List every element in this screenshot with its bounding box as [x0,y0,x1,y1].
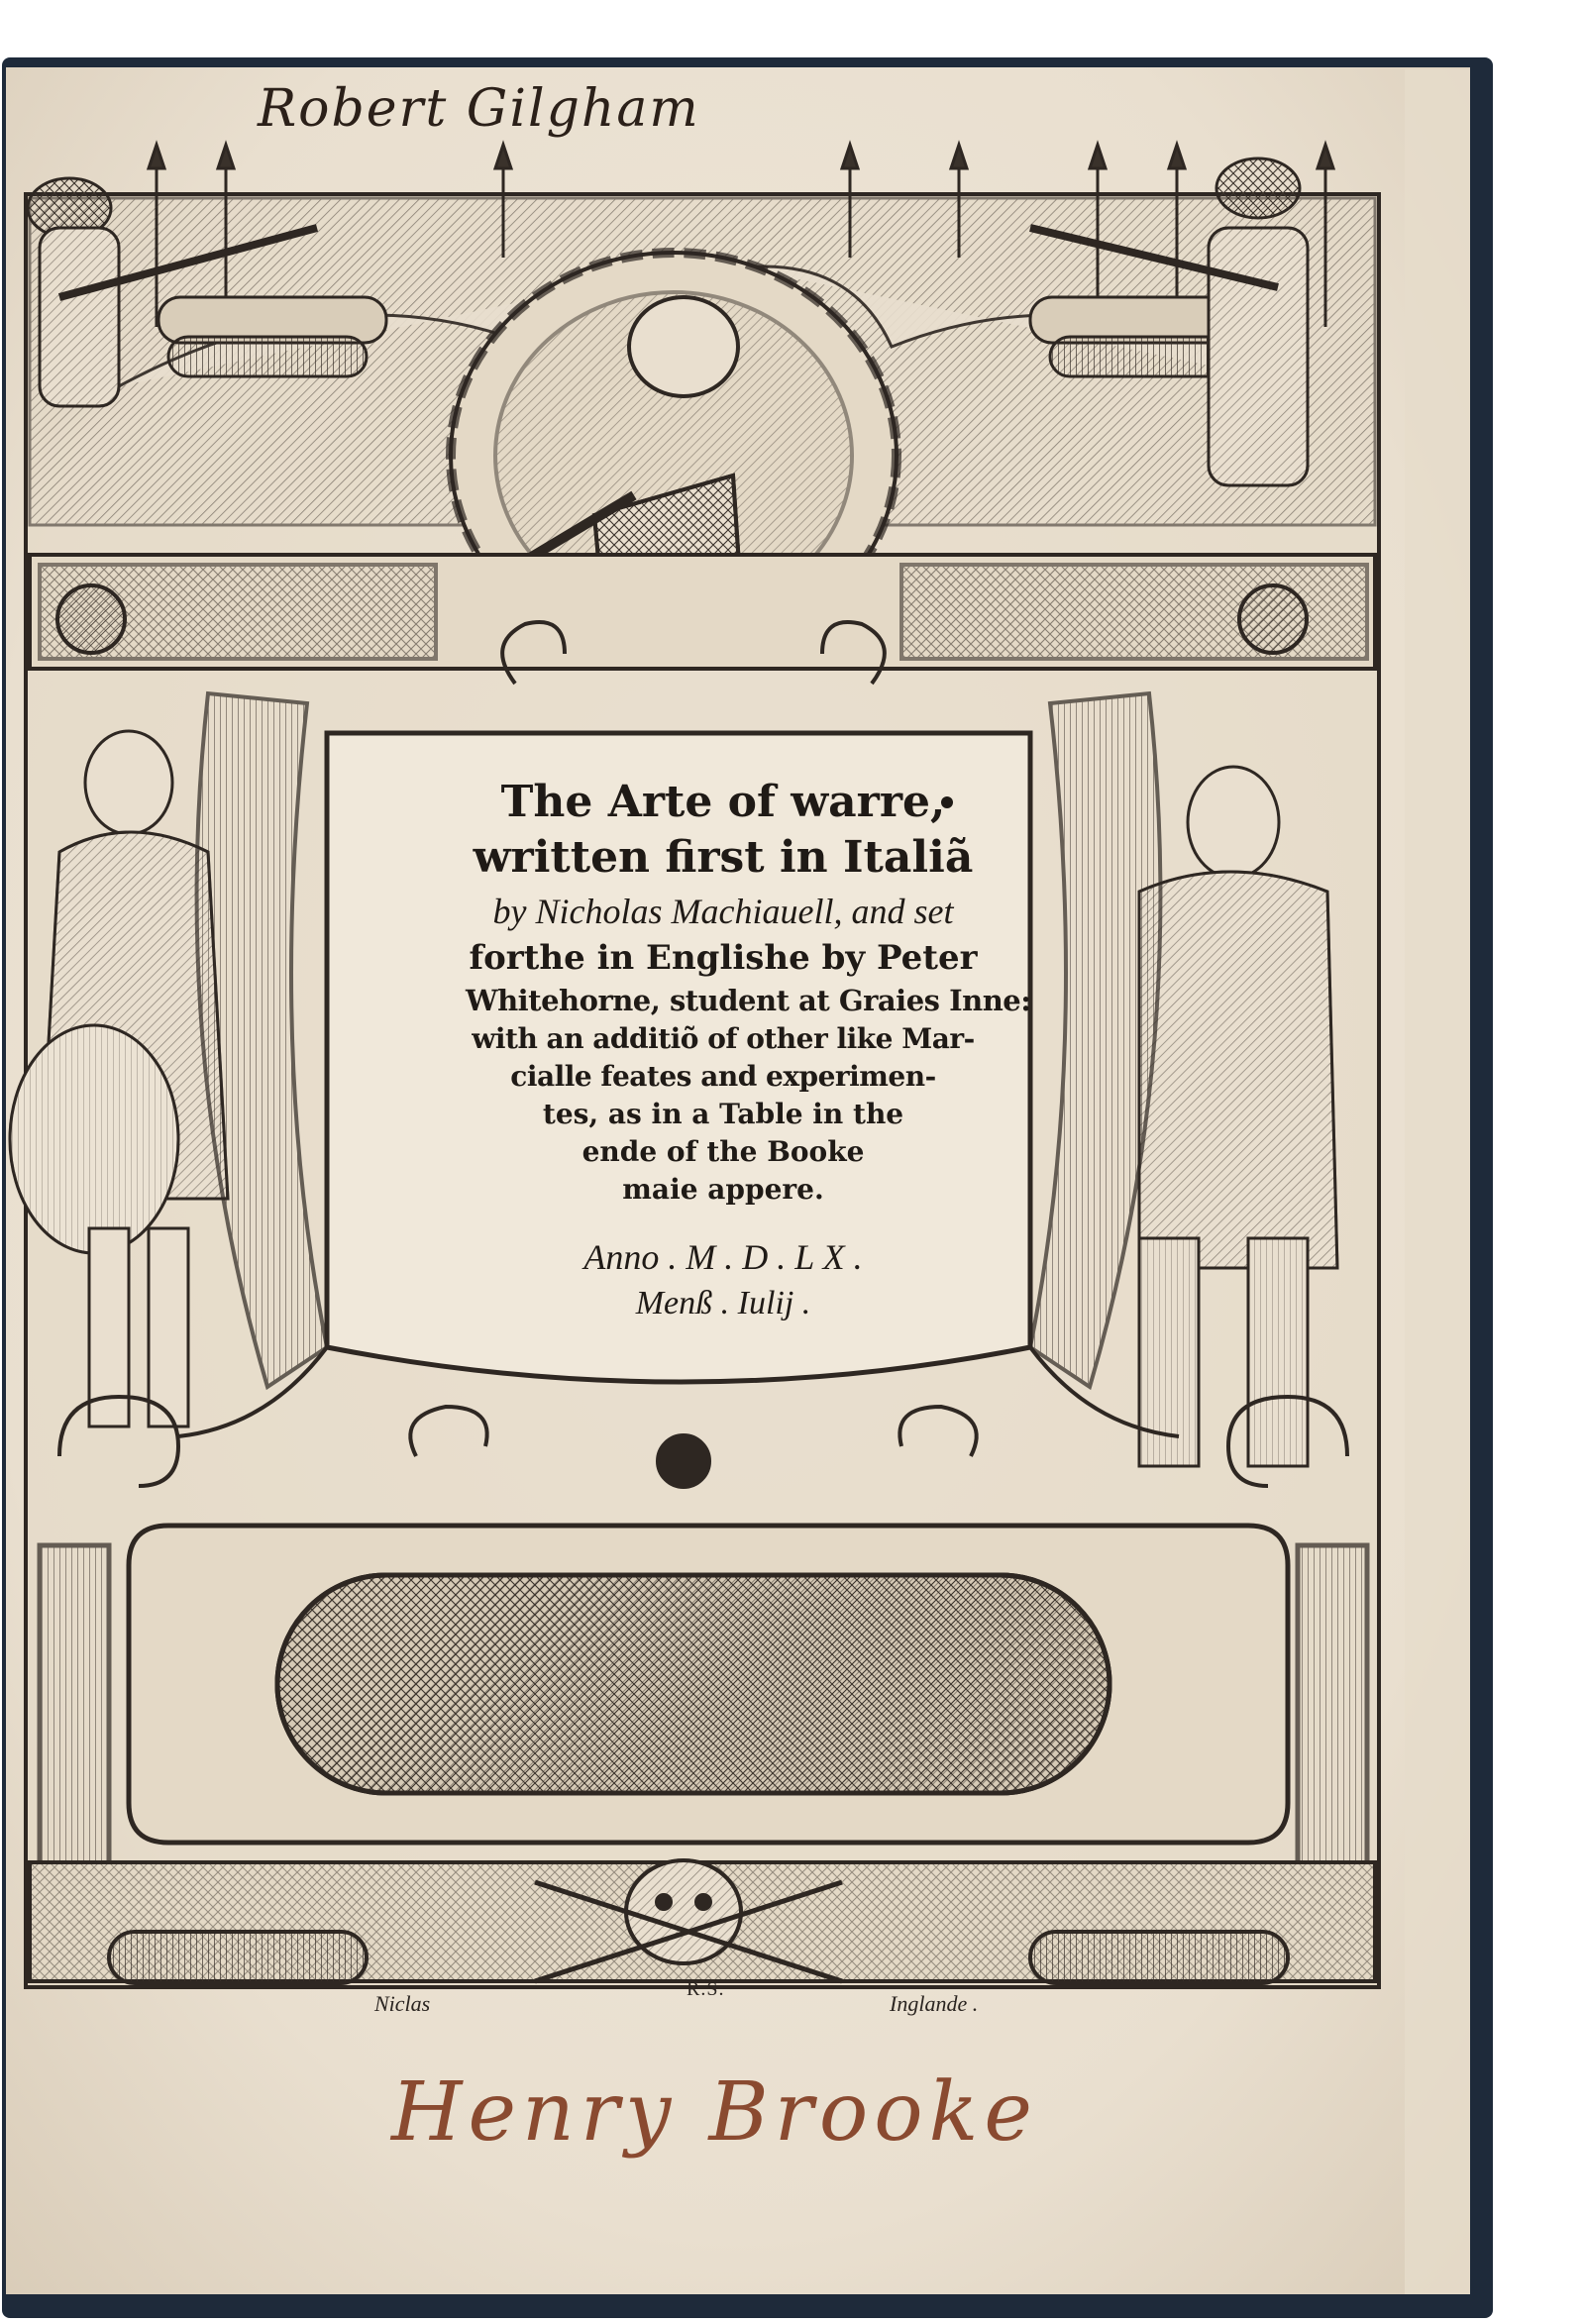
title-line-10: maie appere. [622,1173,824,1206]
printer-name-right: Inglande . [890,1991,979,2016]
title-line-4: forthe in Englishe by Peter [469,938,978,978]
title-line-8: tes, as in a Table in the [542,1098,904,1130]
title-line-1: The Arte of warre, [500,777,946,827]
printer-name-left: Niclas [374,1991,431,2016]
lion-mask-base [30,1860,1375,1983]
cartouche-bar [30,555,1375,684]
title-line-6: with an additiõ of other like Mar- [472,1022,975,1055]
ownership-inscription: Robert Gilgham [258,79,700,139]
signature-henry-brooke: Henry Brooke [391,2065,1038,2160]
title-line-3: by Nicholas Machiauell, and set [492,892,954,931]
imprint-month: Menß . Iulij . [635,1285,811,1321]
imprint-date: Anno . M . D . L X . [583,1237,863,1277]
title-line-7: cialle feates and experimen- [510,1060,936,1093]
title-text [466,753,1031,1321]
title-line-2: written first in Italiã [473,832,974,883]
printer-monogram: R.S. [687,1978,725,2000]
title-line-5: Whitehorne, student at Graies Inne: [466,984,1031,1017]
title-line-9: ende of the Booke [581,1135,865,1168]
